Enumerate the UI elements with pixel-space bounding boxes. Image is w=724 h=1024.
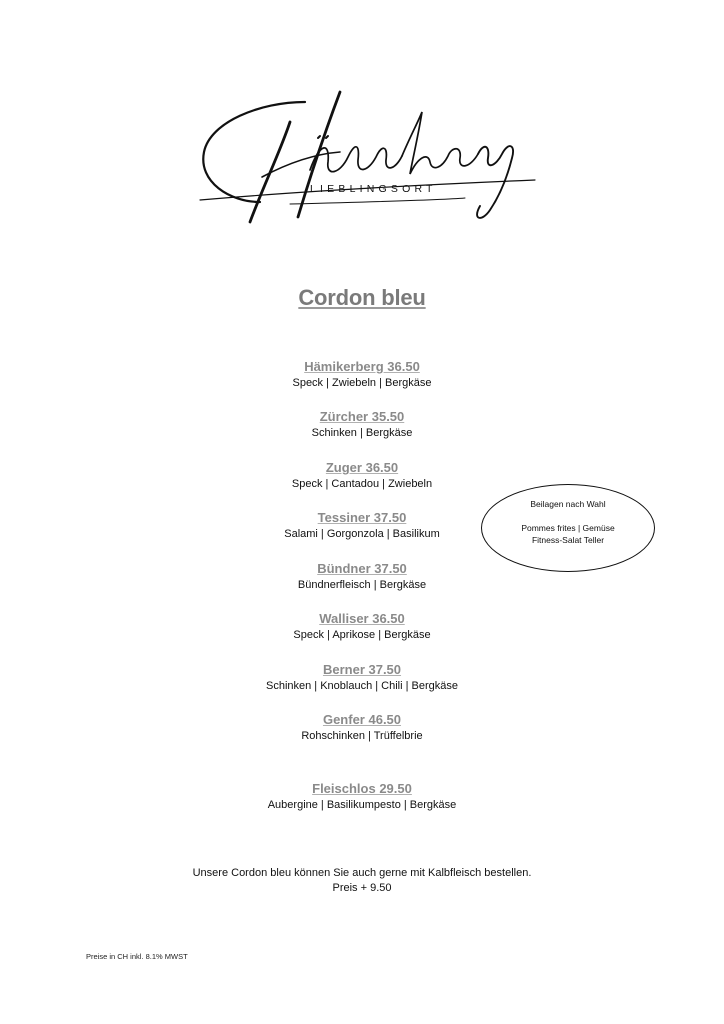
menu-item-name: Hämikerberg 36.50 (304, 359, 420, 374)
menu-item-description: Schinken | Bergkäse (311, 427, 413, 439)
menu-item (0, 610, 724, 643)
menu-item-name: Genfer 46.50 (322, 712, 402, 727)
price-footnote: Preise in CH inkl. 8.1% MWST (86, 952, 188, 961)
page-title: Cordon bleu (298, 285, 426, 310)
menu-item-name: Zuger 36.50 (325, 460, 399, 475)
menu-item-name: Berner 37.50 (322, 662, 402, 677)
menu-item (0, 780, 724, 813)
menu-item-description: Speck | Zwiebeln | Bergkäse (292, 377, 432, 389)
side-dishes-oval (481, 484, 655, 572)
menu-item-description: Bündnerfleisch | Bergkäse (297, 579, 427, 591)
logo-tagline: LIEBLINGSORT (310, 183, 437, 195)
menu-item-description: Speck | Aprikose | Bergkäse (293, 629, 431, 641)
side-dishes-title: Beilagen nach Wahl (530, 499, 606, 509)
logo-script-graphic (190, 82, 540, 232)
side-dishes-line: Pommes frites | Gemüse (521, 523, 615, 533)
menu-item-name: Fleischlos 29.50 (312, 781, 412, 796)
menu-item (0, 358, 724, 391)
menu-item-name: Bündner 37.50 (317, 561, 407, 576)
veal-note (0, 866, 724, 896)
menu-item (0, 560, 724, 593)
menu-item (0, 711, 724, 744)
menu-item (0, 459, 724, 492)
menu-item-description: Speck | Cantadou | Zwiebeln (291, 478, 433, 490)
side-dishes-line: Fitness-Salat Teller (531, 535, 605, 545)
veal-note-price: Preis + 9.50 (332, 882, 392, 894)
menu-item-description: Aubergine | Basilikumpesto | Bergkäse (267, 799, 457, 811)
restaurant-logo (190, 82, 540, 232)
menu-item-name: Zürcher 35.50 (319, 409, 405, 424)
menu-item-name: Tessiner 37.50 (317, 510, 407, 525)
veal-note-text: Unsere Cordon bleu können Sie auch gerne mit Kalbfleisch bestellen. (192, 867, 532, 879)
menu-item-description: Schinken | Knoblauch | Chili | Bergkäse (265, 680, 458, 692)
menu-item-description: Rohschinken | Trüffelbrie (301, 730, 423, 742)
menu-item (0, 408, 724, 441)
menu-item-name: Walliser 36.50 (319, 611, 405, 626)
menu-item-description: Salami | Gorgonzola | Basilikum (284, 528, 440, 540)
menu-item (0, 661, 724, 694)
